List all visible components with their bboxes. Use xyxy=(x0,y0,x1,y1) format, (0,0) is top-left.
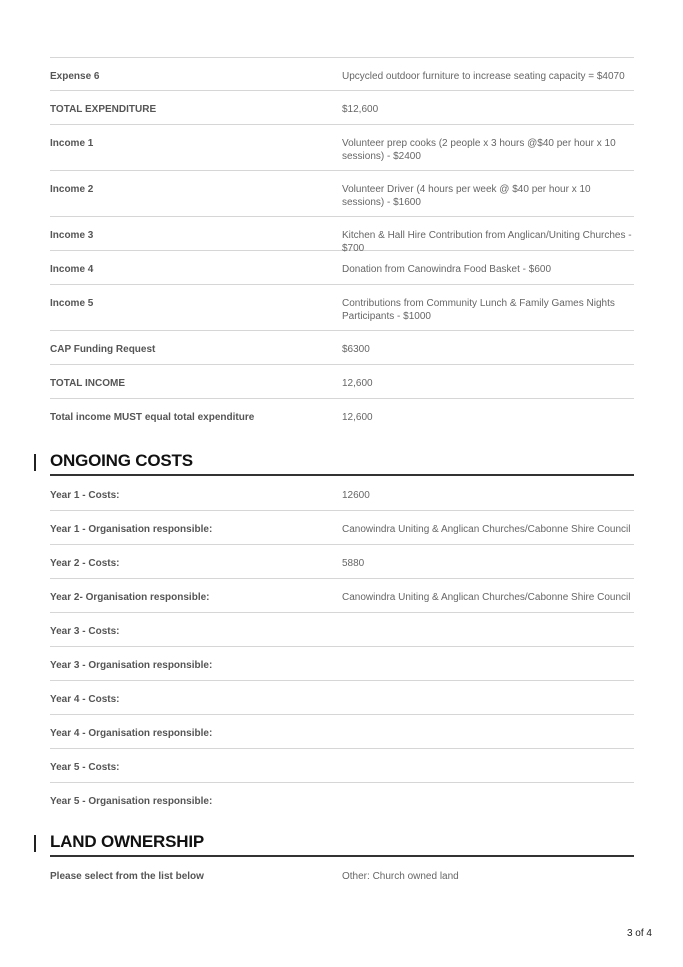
row-value: Upcycled outdoor furniture to increase seating capacity = $4070 xyxy=(342,71,625,82)
row-label: Total income MUST equal total expenditure xyxy=(50,412,255,423)
row-label: Income 2 xyxy=(50,184,94,195)
row-label: Year 5 - Costs: xyxy=(50,762,120,773)
row-label: Year 3 - Costs: xyxy=(50,626,120,637)
table-row xyxy=(50,579,634,613)
table-row xyxy=(50,399,634,433)
table-row xyxy=(50,331,634,365)
row-value xyxy=(342,761,634,773)
table-row xyxy=(50,613,634,647)
row-label: Income 4 xyxy=(50,264,94,275)
row-label: Income 5 xyxy=(50,298,94,309)
row-label: Income 1 xyxy=(50,138,94,149)
table-row xyxy=(50,647,634,681)
row-value xyxy=(342,659,634,671)
row-label: TOTAL INCOME xyxy=(50,378,125,389)
row-label: TOTAL EXPENDITURE xyxy=(50,104,157,115)
row-label: Year 1 - Costs: xyxy=(50,490,120,501)
table-row xyxy=(50,57,634,91)
land-ownership-table xyxy=(50,858,634,892)
section-title: ONGOING COSTS xyxy=(50,451,193,470)
table-row xyxy=(50,171,634,217)
row-value: 5880 xyxy=(342,558,365,569)
row-value: Canowindra Uniting & Anglican Churches/Cabonne Shire Council xyxy=(342,592,631,603)
row-value: Donation from Canowindra Food Basket - $600 xyxy=(342,264,552,275)
section-marker xyxy=(34,454,36,471)
row-value xyxy=(342,693,634,705)
row-label: Year 4 - Costs: xyxy=(50,694,120,705)
row-value: 12,600 xyxy=(342,378,373,389)
row-value xyxy=(342,795,634,808)
row-value: $6300 xyxy=(342,344,370,355)
row-value xyxy=(342,625,634,637)
row-label: Year 1 - Organisation responsible: xyxy=(50,524,213,535)
row-value: Canowindra Uniting & Anglican Churches/Cabonne Shire Council xyxy=(342,524,631,535)
table-row xyxy=(50,749,634,783)
row-label: Income 3 xyxy=(50,230,94,241)
budget-table xyxy=(50,57,634,433)
table-row xyxy=(50,715,634,749)
table-row xyxy=(50,783,634,817)
page-number: 3 of 4 xyxy=(626,928,652,939)
table-row xyxy=(50,681,634,715)
table-row xyxy=(50,477,634,511)
table-row xyxy=(50,858,634,892)
row-label: CAP Funding Request xyxy=(50,344,156,355)
row-label: Year 2 - Costs: xyxy=(50,558,120,569)
row-label: Year 5 - Organisation responsible: xyxy=(50,796,213,807)
section-title: LAND OWNERSHIP xyxy=(50,832,204,851)
table-row xyxy=(50,217,634,254)
section-marker xyxy=(34,835,36,852)
row-value: 12600 xyxy=(342,490,370,501)
table-row xyxy=(50,125,634,171)
row-label: Year 2- Organisation responsible: xyxy=(50,592,210,603)
row-value: 12,600 xyxy=(342,412,373,423)
row-label: Please select from the list below xyxy=(50,871,204,882)
table-row xyxy=(50,511,634,545)
row-value xyxy=(342,727,634,739)
table-row xyxy=(50,91,634,125)
ongoing-costs-table xyxy=(50,477,634,817)
row-value: Contributions from Community Lunch & Family Games Nights Participants - $1000 xyxy=(342,298,615,322)
row-value: Kitchen & Hall Hire Contribution from Anglican/Uniting Churches - $700 xyxy=(342,230,632,254)
row-label: Expense 6 xyxy=(50,71,100,82)
section-divider xyxy=(50,474,634,476)
row-value: Volunteer prep cooks (2 people x 3 hours @$40 per hour x 10 sessions) - $2400 xyxy=(342,138,616,162)
table-row xyxy=(50,545,634,579)
row-label: Year 3 - Organisation responsible: xyxy=(50,660,213,671)
row-value: Volunteer Driver (4 hours per week @ $40 per hour x 10 sessions) - $1600 xyxy=(342,184,591,208)
row-value: Other: Church owned land xyxy=(342,871,459,882)
row-label: Year 4 - Organisation responsible: xyxy=(50,728,213,739)
table-row xyxy=(50,365,634,399)
row-value: $12,600 xyxy=(342,104,379,115)
table-row xyxy=(50,251,634,285)
table-row xyxy=(50,285,634,331)
section-divider xyxy=(50,855,634,857)
